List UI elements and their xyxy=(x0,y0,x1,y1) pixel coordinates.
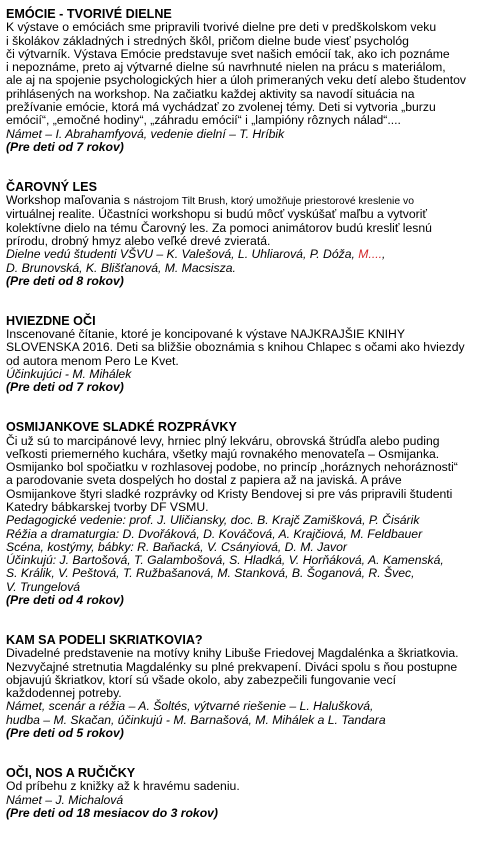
body-line: i školákov základných i stredných škôl, pričom dielne bude viesť psychológ xyxy=(6,33,409,48)
body-line: objavujú škriatkov, ktorí sú všade okolo, aby zabezpečili fungovanie vecí xyxy=(6,672,396,687)
body-line: Katedry bábkarskej tvorby DF VSMU. xyxy=(6,499,209,514)
section-title: KAM SA PODELI SKRIATKOVIA? xyxy=(6,632,203,647)
section-carovny-les xyxy=(6,181,491,288)
section-title: HVIEZDNE OČI xyxy=(6,313,96,328)
highlighted-name: M.... xyxy=(358,247,382,262)
credits-line: Námet – I. Abrahamfyová, vedenie dielní – T. Hríbik xyxy=(6,126,285,141)
body-line: i nepoznáme, preto aj výtvarné dielne sú navrhnuté nielen na prácu s materiálom, xyxy=(6,60,446,75)
credits-line: Účinkujú: J. Bartošová, T. Galambošová, S. Hladká, V. Horňáková, A. Kamenská, xyxy=(6,553,444,568)
credits-line: Scéna, kostýmy, bábky: R. Baňacká, V. Csányiová, D. M. Javor xyxy=(6,539,347,554)
section-hviezdne-oci xyxy=(6,315,491,395)
credits-line: Účinkujúci - M. Mihálek xyxy=(6,367,132,382)
credits-line: Námet, scenár a réžia – A. Šoltés, výtvarné riešenie – L. Halušková, xyxy=(6,699,374,714)
body-line: K výstave o emóciách sme pripravili tvorivé dielne pre deti v predškolskom veku xyxy=(6,20,437,35)
age-note: (Pre deti od 7 rokov) xyxy=(6,380,124,395)
section-title: EMÓCIE - TVORIVÉ DIELNE xyxy=(6,7,172,21)
credits-line: hudba – M. Skačan, účinkujú - M. Barnašová, M. Mihálek a L. Tandara xyxy=(6,712,386,727)
body-line: Divadelné predstavenie na motívy knihy Libuše Friedovej Magdalénka a škriatkovia. xyxy=(6,646,459,661)
body-line: virtuálnej realite. Účastníci workshopu si budú môcť vyskúšať maľbu a vytvoriť xyxy=(6,207,427,222)
body-line: veľkosti priemerného kuchára, všetky majú rovnakého menovateľa – Osmijanka. xyxy=(6,446,440,461)
body-line: Či už sú to marcipánové levy, hrniec plný lekváru, obrovská štrúdľa alebo puding xyxy=(6,433,440,448)
age-note: (Pre deti od 7 rokov) xyxy=(6,139,124,154)
body-line: Nezvyčajné stretnutia Magdalénky su plné prekvapení. Diváci spolu s ňou postupne xyxy=(6,659,458,674)
body-fragment: Workshop maľovania s xyxy=(6,193,134,208)
credits-line: Réžia a dramaturgia: D. Dvořáková, D. Kováčová, A. Krajčiová, M. Feldbauer xyxy=(6,526,423,541)
credits-line: Námet – J. Michalová xyxy=(6,792,124,807)
section-emocie xyxy=(6,8,491,154)
body-line: prihlásených na workshop. Na začiatku každej aktivity sa navodí situácia na xyxy=(6,86,415,101)
body-line: prírodu, drobný hmyz alebo veľké drevé zvieratá. xyxy=(6,234,271,249)
tool-name: nástrojom Tilt Brush xyxy=(133,196,226,208)
body-line: Inscenované čítanie, ktoré je koncipované k výstave NAJKRAJŠIE KNIHY xyxy=(6,327,405,342)
body-fragment: , ktorý umožňuje priestorové kreslenie vo xyxy=(225,196,414,208)
body-line: Osmijankove štyri sladké rozprávky od Kristy Bendovej si pre vás pripravili študenti xyxy=(6,486,453,501)
section-title: OSMIJANKOVE SLADKÉ ROZPRÁVKY xyxy=(6,420,237,435)
body-line: emócií“, „emočné hodiny“, „záhradu emócií“ i „lampióny rôznych nálad“.... xyxy=(6,113,401,128)
credits-line: Pedagogické vedenie: prof. J. Uličiansky, doc. B. Krajč Zamišková, P. Čisárik xyxy=(6,513,420,528)
section-title: OČI, NOS A RUČIČKY xyxy=(6,765,136,780)
body-line: či výtvarník. Výstava Emócie predstavuje svet našich emócií tak, ako ich poznáme xyxy=(6,46,450,61)
credits-line: D. Brunovská, K. Blišťanová, M. Macsisza. xyxy=(6,260,236,275)
age-note: (Pre deti od 8 rokov) xyxy=(6,273,124,288)
body-line: prežívanie emócie, ktorá má vychádzať zo zvolenej témy. Deti si vytvoria „burzu xyxy=(6,100,436,115)
credits-line: S. Králik, V. Peštová, T. Ružbašanová, M. Stanková, B. Šoganová, R. Švec, xyxy=(6,566,415,581)
body-line: každodennej potreby. xyxy=(6,686,122,701)
credits-line: V. Trungelová xyxy=(6,579,81,594)
credits-fragment: , xyxy=(381,247,386,262)
body-line: od autora menom Pero Le Kvet. xyxy=(6,353,179,368)
age-note: (Pre deti od 5 rokov) xyxy=(6,726,124,741)
age-note: (Pre deti od 4 rokov) xyxy=(6,593,124,608)
body-line: SLOVENSKA 2016. Deti sa bližšie oboznámia s knihou Chlapec s očami ako hviezdy xyxy=(6,340,465,355)
credits-line xyxy=(6,248,491,261)
body-line: Od príbehu z knižky až k hravému sadeniu. xyxy=(6,779,240,794)
body-line: a parodovanie sveta dospelých ho dostal z papiera až na javiská. A práve xyxy=(6,473,402,488)
section-osmijanko xyxy=(6,421,491,607)
body-line: kolektívne dielo na tému Čarovný les. Za pomoci animátorov budú kresliť lesnú xyxy=(6,220,432,235)
body-line: Osmijanko bol spočiatku v rozhlasovej podobe, no princíp „horáznych nehoráznosti“ xyxy=(6,460,458,475)
section-oci-nos-rucicky xyxy=(6,767,491,820)
section-skriatkovia xyxy=(6,634,491,740)
credits-fragment: Dielne vedú študenti VŠVU – K. Valešová, L. Uhliarová, P. Dóža, xyxy=(6,247,359,262)
age-note: (Pre deti od 18 mesiacov do 3 rokov) xyxy=(6,805,218,820)
section-title: ČAROVNÝ LES xyxy=(6,179,97,194)
body-line: ale aj na spojenie psychologických hier a úloh primeraných veku detí alebo študentov xyxy=(6,73,467,88)
